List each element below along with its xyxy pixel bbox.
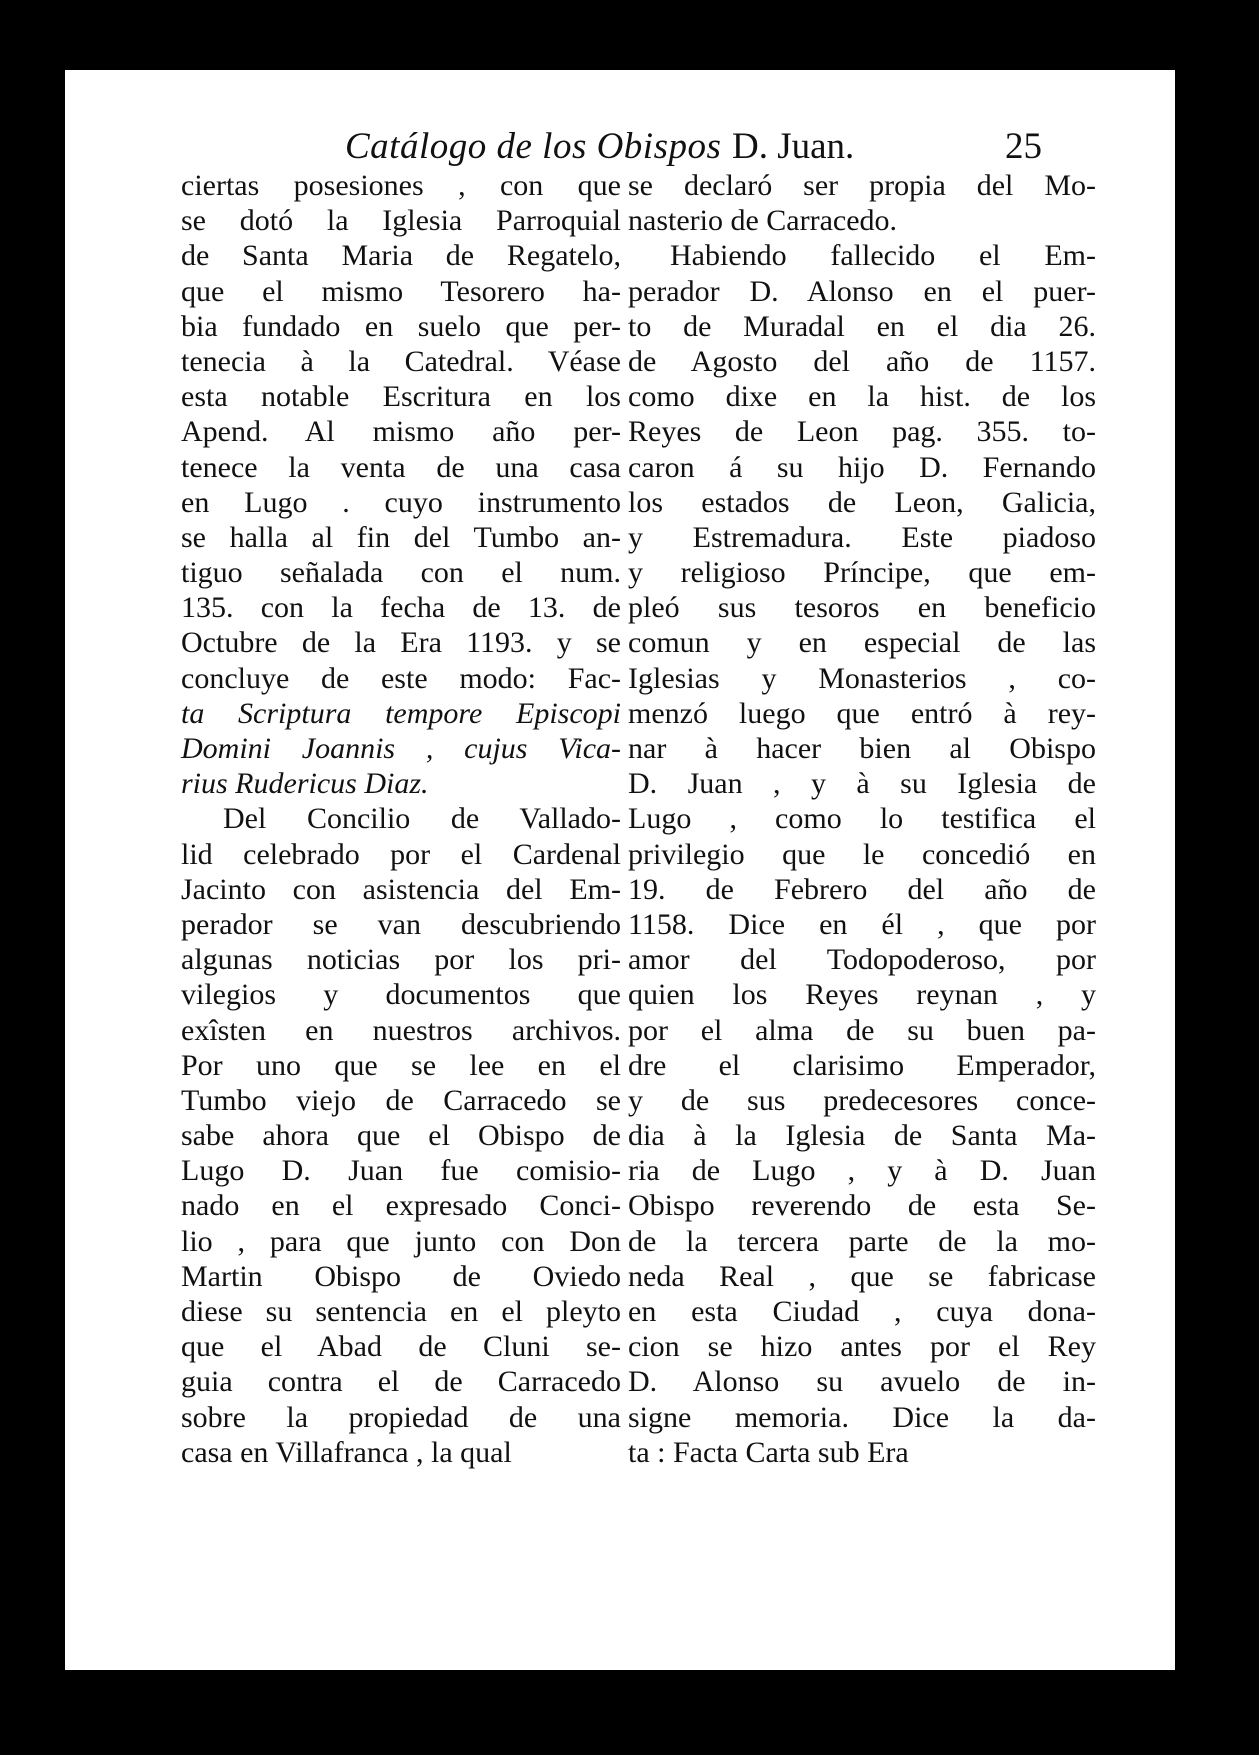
text-line: Domini Joannis , cujus Vica- — [181, 732, 621, 765]
text-line: tenece la venta de una casa — [181, 450, 621, 484]
text-line: Apend. Al mismo año per- — [181, 415, 621, 449]
text-line: y religioso Príncipe, que em- — [628, 556, 1096, 590]
text-line: caron á su hijo D. Fernando — [628, 450, 1096, 484]
text-line: to de Muradal en el dia 26. — [628, 309, 1096, 343]
text-line: menzó luego que entró à rey- — [628, 696, 1096, 730]
text-line: nasterio de Carracedo. — [628, 204, 898, 238]
page-number: 25 — [1005, 126, 1042, 167]
running-person: D. Juan. — [732, 126, 855, 167]
text-line: que el mismo Tesorero ha- — [181, 274, 621, 308]
text-line: de la tercera parte de la mo- — [628, 1224, 1096, 1258]
text-line: Martin Obispo de Oviedo — [181, 1259, 621, 1293]
text-line: D. Alonso su avuelo de in- — [628, 1365, 1096, 1399]
text-line: Del Concilio de Vallado- — [223, 802, 621, 836]
text-line: ria de Lugo , y à D. Juan — [628, 1154, 1096, 1188]
text-line: D. Juan , y à su Iglesia de — [628, 767, 1096, 801]
text-line: Lugo D. Juan fue comisio- — [181, 1154, 621, 1188]
text-line: Obispo reverendo de esta Se- — [628, 1189, 1096, 1223]
text-line: ciertas posesiones , con que — [181, 169, 621, 202]
text-line: Habiendo fallecido el Em- — [670, 239, 1096, 273]
text-line: neda Real , que se fabricase — [628, 1259, 1096, 1293]
text-line: esta notable Escritura en los — [181, 380, 621, 414]
text-line: los estados de Leon, Galicia, — [628, 485, 1096, 519]
text-line: diese su sentencia en el pleyto — [181, 1295, 621, 1328]
text-line: algunas noticias por los pri- — [181, 943, 621, 977]
text-line: rius Rudericus Diaz. — [181, 767, 429, 801]
text-line: en Lugo . cuyo instrumento — [181, 485, 621, 519]
left-column — [181, 168, 621, 1470]
text-line: ta : Facta Carta sub Era — [628, 1435, 909, 1469]
text-line: perador se van descubriendo — [181, 907, 621, 941]
text-line: sabe ahora que el Obispo de — [181, 1119, 621, 1153]
text-line: Jacinto con asistencia del Em- — [181, 872, 621, 906]
text-line: perador D. Alonso en el puer- — [628, 274, 1096, 308]
text-line: signe memoria. Dice la da- — [628, 1400, 1096, 1434]
text-line: dia à la Iglesia de Santa Ma- — [628, 1119, 1096, 1153]
text-line: guia contra el de Carracedo — [181, 1365, 621, 1399]
text-line: Por uno que se lee en el — [181, 1048, 621, 1082]
text-line: concluye de este modo: Fac- — [181, 661, 621, 695]
text-line: 19. de Febrero del año de — [628, 872, 1096, 906]
text-line: sobre la propiedad de una — [181, 1400, 621, 1434]
text-line: dre el clarisimo Emperador, — [628, 1048, 1096, 1082]
text-line: exîsten en nuestros archivos. — [181, 1013, 621, 1047]
text-line: Reyes de Leon pag. 355. to- — [628, 415, 1096, 449]
book-page — [65, 70, 1175, 1670]
text-line: casa en Villafranca , la qual — [181, 1435, 512, 1469]
text-line: de Agosto del año de 1157. — [628, 344, 1096, 378]
text-line: tenecia à la Catedral. Véase — [181, 344, 621, 378]
text-line: quien los Reyes reynan , y — [628, 978, 1096, 1012]
running-title: Catálogo de los Obispos — [345, 126, 722, 167]
text-line: tiguo señalada con el num. — [181, 556, 621, 590]
text-line: que el Abad de Cluni se- — [181, 1330, 621, 1364]
text-line: 135. con la fecha de 13. de — [181, 591, 621, 625]
text-line: bia fundado en suelo que per- — [181, 309, 621, 343]
text-line: Tumbo viejo de Carracedo se — [181, 1083, 621, 1117]
text-line: amor del Todopoderoso, por — [628, 943, 1096, 977]
text-line: Iglesias y Monasterios , co- — [628, 661, 1096, 695]
text-line: lio , para que junto con Don — [181, 1224, 621, 1258]
text-line: se declaró ser propia del Mo- — [628, 169, 1096, 202]
text-line: de Santa Maria de Regatelo, — [181, 239, 621, 273]
text-line: ta Scriptura tempore Episcopi — [181, 696, 621, 730]
text-line: lid celebrado por el Cardenal — [181, 837, 621, 871]
text-line: nado en el expresado Conci- — [181, 1189, 621, 1223]
text-line: en esta Ciudad , cuya dona- — [628, 1295, 1096, 1328]
text-line: nar à hacer bien al Obispo — [628, 732, 1096, 765]
text-line: se dotó la Iglesia Parroquial — [181, 204, 621, 238]
text-line: como dixe en la hist. de los — [628, 380, 1096, 414]
text-line: por el alma de su buen pa- — [628, 1013, 1096, 1047]
text-line: Octubre de la Era 1193. y se — [181, 626, 621, 660]
text-line: comun y en especial de las — [628, 626, 1096, 660]
text-line: y de sus predecesores conce- — [628, 1083, 1096, 1117]
text-line: pleó sus tesoros en beneficio — [628, 591, 1096, 625]
right-column — [628, 168, 1096, 1470]
text-line: 1158. Dice en él , que por — [628, 907, 1096, 941]
text-line: privilegio que le concedió en — [628, 837, 1096, 871]
text-line: Lugo , como lo testifica el — [628, 802, 1096, 836]
text-line: y Estremadura. Este piadoso — [628, 520, 1096, 554]
text-line: vilegios y documentos que — [181, 978, 621, 1012]
text-line: cion se hizo antes por el Rey — [628, 1330, 1096, 1364]
text-line: se halla al fin del Tumbo an- — [181, 520, 621, 554]
